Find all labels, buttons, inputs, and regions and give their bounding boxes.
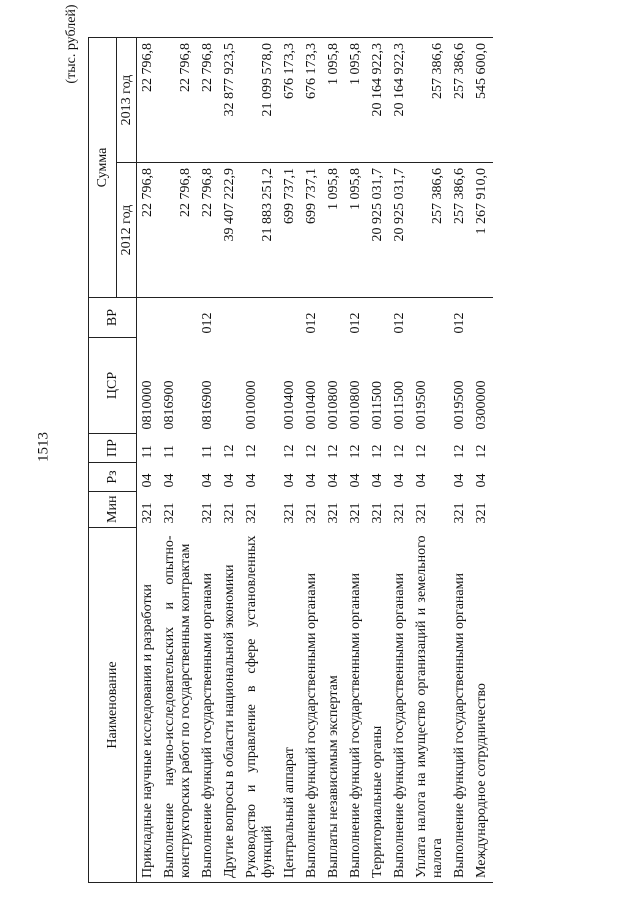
header-csr: ЦСР [89, 338, 137, 434]
cell-2013: 22 796,8 [197, 38, 219, 163]
cell-rz: 04 [244, 473, 260, 488]
cell-min: 321 [474, 502, 490, 524]
cell-name: Центральный аппарат [282, 747, 298, 878]
cell-rz: 04 [140, 473, 156, 488]
cell-vr [241, 298, 279, 338]
cell-csr: 0019500 [452, 380, 468, 430]
units-note: (тыс. рублей) [64, 4, 79, 84]
cell-min: 321 [200, 502, 216, 524]
budget-table-rotated [88, 38, 530, 883]
header-sum: Сумма [89, 38, 117, 298]
header-vr: ВР [89, 298, 137, 338]
cell-csr: 0810000 [140, 380, 156, 430]
cell-2013: 676 173,3 [301, 38, 323, 163]
table-row [449, 38, 471, 883]
cell-2012: 22 796,8 [197, 163, 219, 298]
cell-2013: 1 095,8 [323, 38, 345, 163]
cell-name: Выполнение функций государственными органами [200, 573, 216, 878]
table-row [301, 38, 323, 883]
cell-rz: 04 [370, 473, 386, 488]
cell-vr [411, 298, 449, 338]
budget-table [88, 37, 493, 883]
cell-vr [137, 298, 160, 338]
header-2012: 2012 год [117, 163, 137, 298]
cell-csr [219, 338, 241, 434]
cell-min: 321 [140, 502, 156, 524]
cell-pr: 11 [140, 445, 156, 459]
cell-vr [219, 298, 241, 338]
table-row [159, 38, 197, 883]
cell-pr: 12 [414, 444, 430, 459]
cell-name: Руководство и управление в сфере установленных функций [244, 535, 276, 878]
cell-2013: 32 877 923,5 [219, 38, 241, 163]
cell-2013: 257 386,6 [449, 38, 471, 163]
cell-pr: 11 [162, 445, 178, 459]
cell-name: Территориальные органы [370, 725, 386, 878]
cell-rz: 04 [474, 473, 490, 488]
cell-vr [471, 298, 493, 338]
cell-2013: 1 095,8 [345, 38, 367, 163]
cell-csr: 0010400 [282, 380, 298, 430]
cell-csr: 0300000 [474, 380, 490, 430]
cell-pr: 12 [348, 444, 364, 459]
cell-name: Международное сотрудничество [474, 683, 490, 878]
cell-min: 321 [326, 502, 342, 524]
cell-rz: 04 [452, 473, 468, 488]
table-row [137, 38, 160, 883]
table-row [471, 38, 493, 883]
cell-2012: 22 796,8 [137, 163, 160, 298]
cell-name: Выполнение функций государственными органами [304, 573, 320, 878]
cell-2012: 1 095,8 [345, 163, 367, 298]
cell-min: 321 [414, 502, 430, 524]
cell-rz: 04 [326, 473, 342, 488]
cell-rz: 04 [348, 473, 364, 488]
cell-min: 321 [162, 502, 178, 524]
cell-csr: 0010800 [326, 380, 342, 430]
cell-pr: 12 [222, 444, 238, 459]
cell-pr: 12 [244, 444, 260, 459]
cell-pr: 12 [282, 444, 298, 459]
cell-name: Уплата налога на имущество организаций и земельного налога [414, 535, 446, 878]
cell-csr: 0816900 [162, 380, 178, 430]
table-header [89, 38, 137, 883]
cell-name: Выплаты независимым экспертам [326, 675, 342, 878]
cell-rz: 04 [200, 473, 216, 488]
header-min: Мин [89, 492, 137, 528]
cell-name: Другие вопросы в области национальной экономики [222, 564, 238, 878]
cell-2012: 1 095,8 [323, 163, 345, 298]
cell-min: 321 [392, 502, 408, 524]
cell-csr: 0010000 [244, 380, 260, 430]
cell-name: Выполнение функций государственными органами [392, 573, 408, 878]
table-row [279, 38, 301, 883]
cell-2013: 20 164 922,3 [367, 38, 389, 163]
cell-pr: 12 [370, 444, 386, 459]
table-row [345, 38, 367, 883]
cell-min: 321 [244, 502, 260, 524]
cell-vr [367, 298, 389, 338]
cell-2012: 39 407 222,9 [219, 163, 241, 298]
cell-pr: 12 [474, 444, 490, 459]
cell-2013: 22 796,8 [159, 38, 197, 163]
header-name: Наименование [89, 528, 137, 883]
cell-min: 321 [370, 502, 386, 524]
table-row [323, 38, 345, 883]
table-row [241, 38, 279, 883]
cell-2012: 699 737,1 [279, 163, 301, 298]
cell-vr [323, 298, 345, 338]
cell-2013: 22 796,8 [137, 38, 160, 163]
cell-rz: 04 [222, 473, 238, 488]
table-row [411, 38, 449, 883]
cell-pr: 12 [452, 444, 468, 459]
cell-vr: 012 [304, 312, 320, 334]
cell-2012: 699 737,1 [301, 163, 323, 298]
cell-2012: 1 267 910,0 [471, 163, 493, 298]
cell-min: 321 [348, 502, 364, 524]
cell-2012: 20 925 031,7 [389, 163, 411, 298]
cell-2012: 21 883 251,2 [241, 163, 279, 298]
header-2013: 2013 год [117, 38, 137, 163]
page-number: 1513 [35, 432, 52, 462]
cell-pr: 12 [326, 444, 342, 459]
cell-pr: 12 [392, 444, 408, 459]
cell-min: 321 [222, 502, 238, 524]
cell-rz: 04 [162, 473, 178, 488]
cell-csr: 0010800 [348, 380, 364, 430]
cell-pr: 11 [200, 445, 216, 459]
cell-min: 321 [452, 502, 468, 524]
cell-vr: 012 [452, 312, 468, 334]
cell-rz: 04 [282, 473, 298, 488]
cell-2012: 257 386,6 [411, 163, 449, 298]
cell-vr [159, 298, 197, 338]
cell-2013: 545 600,0 [471, 38, 493, 163]
cell-csr: 0011500 [370, 381, 386, 430]
cell-csr: 0019500 [414, 380, 430, 430]
cell-csr: 0010400 [304, 380, 320, 430]
table-row [389, 38, 411, 883]
table-body [137, 38, 494, 883]
cell-rz: 04 [304, 473, 320, 488]
cell-2012: 257 386,6 [449, 163, 471, 298]
cell-2012: 20 925 031,7 [367, 163, 389, 298]
cell-vr: 012 [200, 312, 216, 334]
cell-pr: 12 [304, 444, 320, 459]
cell-rz: 04 [392, 473, 408, 488]
cell-2013: 20 164 922,3 [389, 38, 411, 163]
cell-csr: 0011500 [392, 381, 408, 430]
cell-2012: 22 796,8 [159, 163, 197, 298]
cell-vr [279, 298, 301, 338]
cell-rz: 04 [414, 473, 430, 488]
cell-2013: 676 173,3 [279, 38, 301, 163]
cell-min: 321 [282, 502, 298, 524]
table-row [219, 38, 241, 883]
cell-name: Выполнение функций государственными органами [348, 573, 364, 878]
cell-name: Выполнение функций государственными органами [452, 573, 468, 878]
table-row [197, 38, 219, 883]
cell-2013: 257 386,6 [411, 38, 449, 163]
table-row [367, 38, 389, 883]
cell-name: Выполнение научно-исследовательских и опытно-конструкторских работ по государственным контрактам [162, 535, 194, 878]
header-rz: Рз [89, 463, 137, 492]
cell-csr: 0816900 [200, 380, 216, 430]
cell-vr: 012 [348, 312, 364, 334]
cell-2013: 21 099 578,0 [241, 38, 279, 163]
header-pr: ПР [89, 434, 137, 463]
cell-name: Прикладные научные исследования и разработки [140, 584, 156, 878]
cell-vr: 012 [392, 312, 408, 334]
cell-min: 321 [304, 502, 320, 524]
